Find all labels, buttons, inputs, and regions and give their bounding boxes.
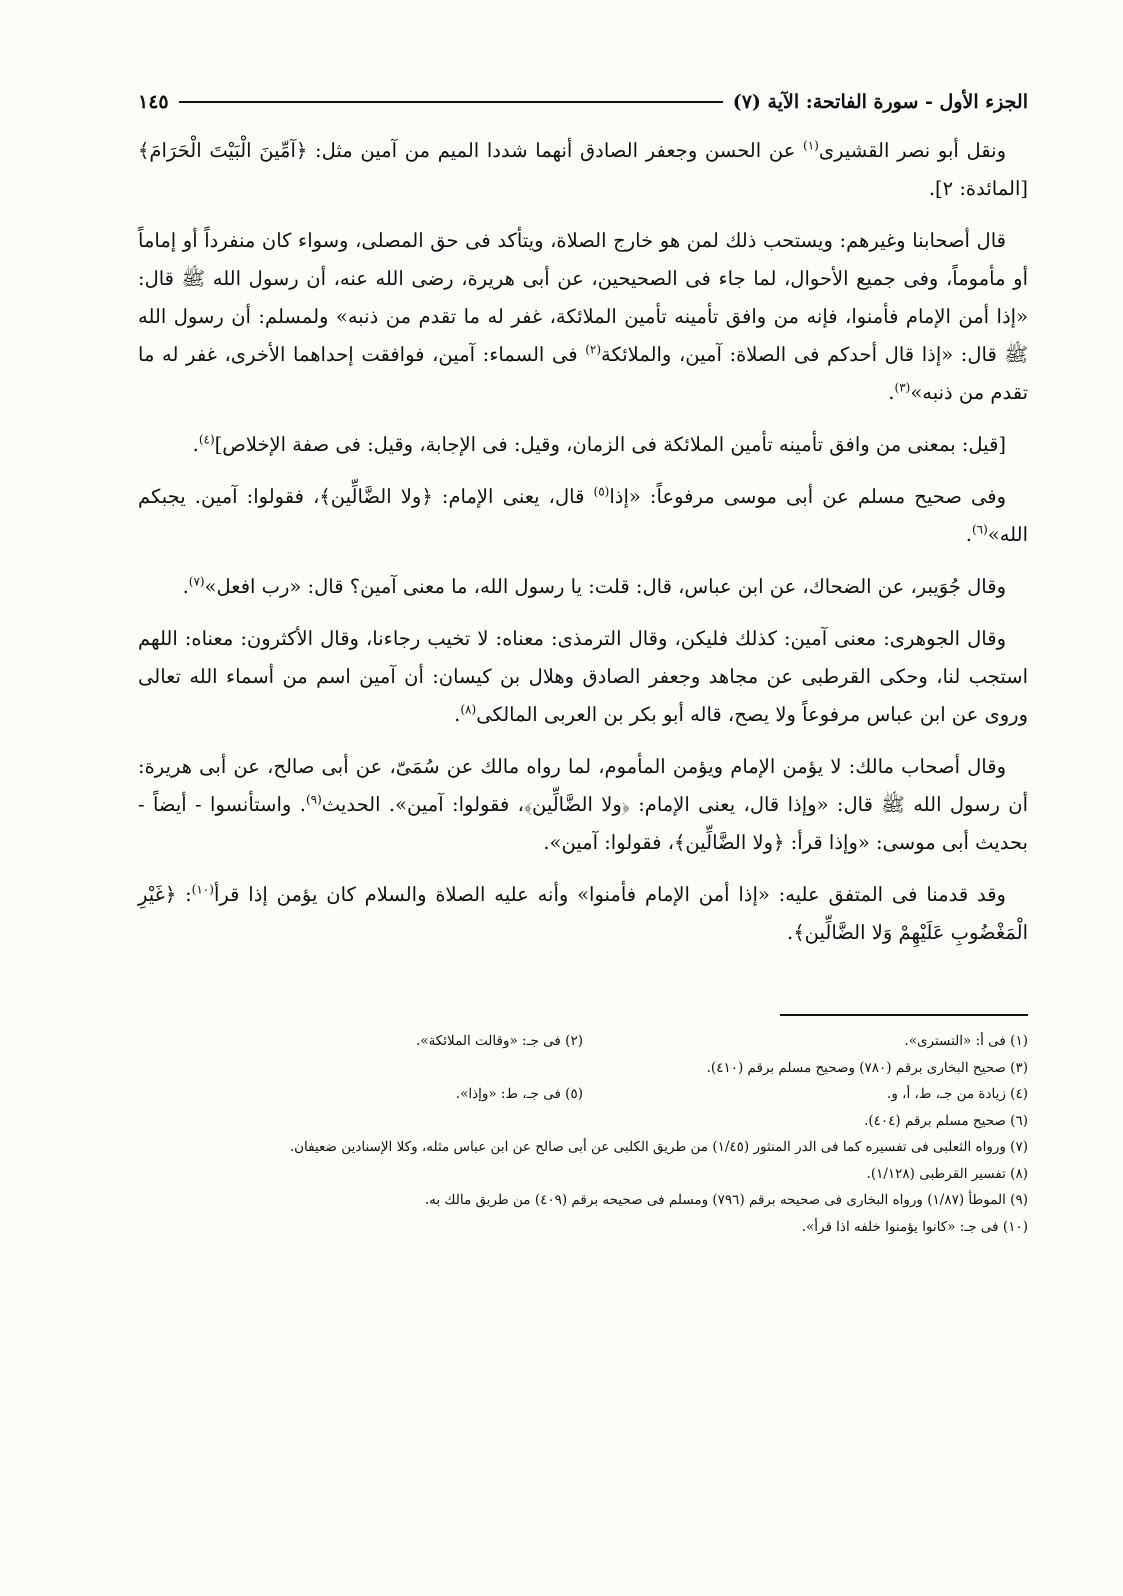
paragraph-text: . واستأنسوا - أيضاً - بحديث أبى موسى: «وإذا قرأ: ﴿ولا الضَّالِّين﴾، فقولوا: آمين». [138,793,1028,854]
footnote-ref: (١٠) [191,882,214,897]
paragraph-text: قال، يعنى الإمام: ﴿ولا الضَّالِّين﴾، فقولوا: آمين. يجبكم الله» [138,485,1028,546]
header-title: الجزء الأول - سورة الفاتحة: الآية (٧) [732,91,1028,113]
paragraph-text: وقال أصحاب مالك: لا يؤمن الإمام ويؤمن المأموم، لما رواه مالك عن سُمَىّ، عن أبى صالح، عن أبى هريرة: أن رسول الله ﷺ قال: «وإذا قال، يعنى الإمام: ﴿ولا الضَّالِّين﴾، فقولوا: آمين». الحديث [138,755,1029,816]
footnote-ref: (٢) [585,342,602,357]
paragraph-text: وفى صحيح مسلم عن أبى موسى مرفوعاً: «إذا [609,485,1006,508]
footnote-ref: (٩) [305,792,322,807]
footnote-10: (١٠) فى جـ: «كانوا يؤمنوا خلفه اذا قرأ». [801,1218,1028,1235]
footnote-separator [780,1014,1028,1016]
footnotes [138,1028,1028,1240]
paragraph-7 [138,748,1028,862]
paragraph-text: : ﴿غَيْرِ الْمَغْضُوبِ عَلَيْهِمْ وَلا الضَّالِّين﴾. [138,883,1028,944]
paragraph-text: . [454,703,461,726]
paragraph-3 [138,426,1028,464]
footnote-ref: (٧) [188,574,205,589]
footnote-3: (٣) صحيح البخارى برقم (٧٨٠) وصحيح مسلم برقم (٤١٠). [706,1059,1028,1076]
header-rule [179,101,723,103]
paragraph-text: ونقل أبو نصر القشيرى [818,139,1006,162]
paragraph-text: فى السماء: آمين، فوافقت إحداهما الأخرى، غفر له ما تقدم من ذنبه» [138,343,1028,404]
paragraph-text: عن الحسن وجعفر الصادق أنهما شددا الميم من آمين مثل: ﴿آمِّينَ الْبَيْتَ الْحَرَامَ﴾ [المائدة: ٢]. [138,139,1028,200]
book-page [138,84,1028,1544]
footnote-ref: (٣) [894,380,911,395]
main-text [138,132,1028,952]
paragraph-8 [138,876,1028,952]
paragraph-text: قال أصحابنا وغيرهم: ويستحب ذلك لمن هو خارج الصلاة، ويتأكد فى حق المصلى، وسواء كان منفرداً أو إماماً أو مأموماً، وفى جميع الأحوال، لما جاء فى الصحيحين، عن أبى هريرة، رضى الله عنه، أن رسول الله ﷺ قال: «إذا أمن الإمام فأمنوا، فإنه من وافق تأمينه تأمين الملائكة، غفر له ما تقدم من ذنبه» ولمسلم: أن رسول الله ﷺ قال: «إذا قال أحدكم فى الصلاة: آمين، والملائكة [138,229,1028,366]
footnote-4: (٤) زيادة من جـ، ط، أ، و. [887,1086,1028,1102]
footnote-ref: (٥) [593,484,610,499]
paragraph-text: [قيل: بمعنى من وافق تأمينه تأمين الملائكة فى الزمان، وقيل: فى الإجابة، وقيل: فى صفة الإخلاص] [214,433,1006,456]
paragraph-text: . [888,381,895,404]
footnote-row [138,1028,1028,1055]
paragraph-text: . [182,575,189,598]
footnote-2: (٢) فى جـ: «وقالت الملائكة». [416,1033,583,1049]
footnote-row [138,1081,1028,1108]
footnote-9: (٩) الموطأ (١/٨٧) ورواه البخارى فى صحيحه برقم (٧٩٦) ومسلم فى صحيحه برقم (٤٠٩) من طريق مالك به. [424,1192,1028,1208]
paragraph-text: . [192,433,199,456]
footnote-1: (١) فى أ: «التسترى». [904,1033,1028,1049]
footnote-6: (٦) صحيح مسلم برقم (٤٠٤). [864,1112,1028,1129]
paragraph-5 [138,568,1028,606]
footnote-ref: (٨) [460,702,477,717]
page-number: ١٤٥ [138,91,169,113]
footnote-ref: (١) [803,138,819,153]
footnote-8: (٨) تفسير القرطبى (١/١٢٨). [866,1165,1028,1182]
paragraph-text: . [965,523,972,546]
footnote-ref: (٤) [198,432,215,447]
running-header [138,84,1028,120]
paragraph-4 [138,478,1028,554]
footnote-7: (٧) ورواه الثعلبى فى تفسيره كما فى الدر المنثور (١/٤٥) من طريق الكلبى عن أبى صالح عن ابن عباس مثله، وكلا الإسنادين ضعيفان. [289,1139,1028,1155]
footnote-5: (٥) فى جـ، ط: «وإذا». [455,1086,583,1102]
paragraph-text: وقال الجوهرى: معنى آمين: كذلك فليكن، وقال الترمذى: معناه: لا تخيب رجاءنا، وقال الأكثرون: معناه: اللهم استجب لنا، وحكى القرطبى عن مجاهد وجعفر الصادق وهلال بن كيسان: أن آمين اسم من أسماء الله تعالى وروى عن ابن عباس مرفوعاً ولا يصح، قاله أبو بكر بن العربى المالكى [138,627,1028,726]
paragraph-1 [138,132,1028,208]
paragraph-2 [138,222,1028,412]
footnote-ref: (٦) [971,522,988,537]
paragraph-6 [138,620,1028,734]
paragraph-text: وقد قدمنا فى المتفق عليه: «إذا أمن الإمام فأمنوا» وأنه عليه الصلاة والسلام كان يؤمن إذا قرأ [213,883,1006,906]
paragraph-text: وقال جُوَيبر، عن الضحاك، عن ابن عباس، قال: قلت: يا رسول الله، ما معنى آمين؟ قال: «رب افعل» [204,575,1006,598]
